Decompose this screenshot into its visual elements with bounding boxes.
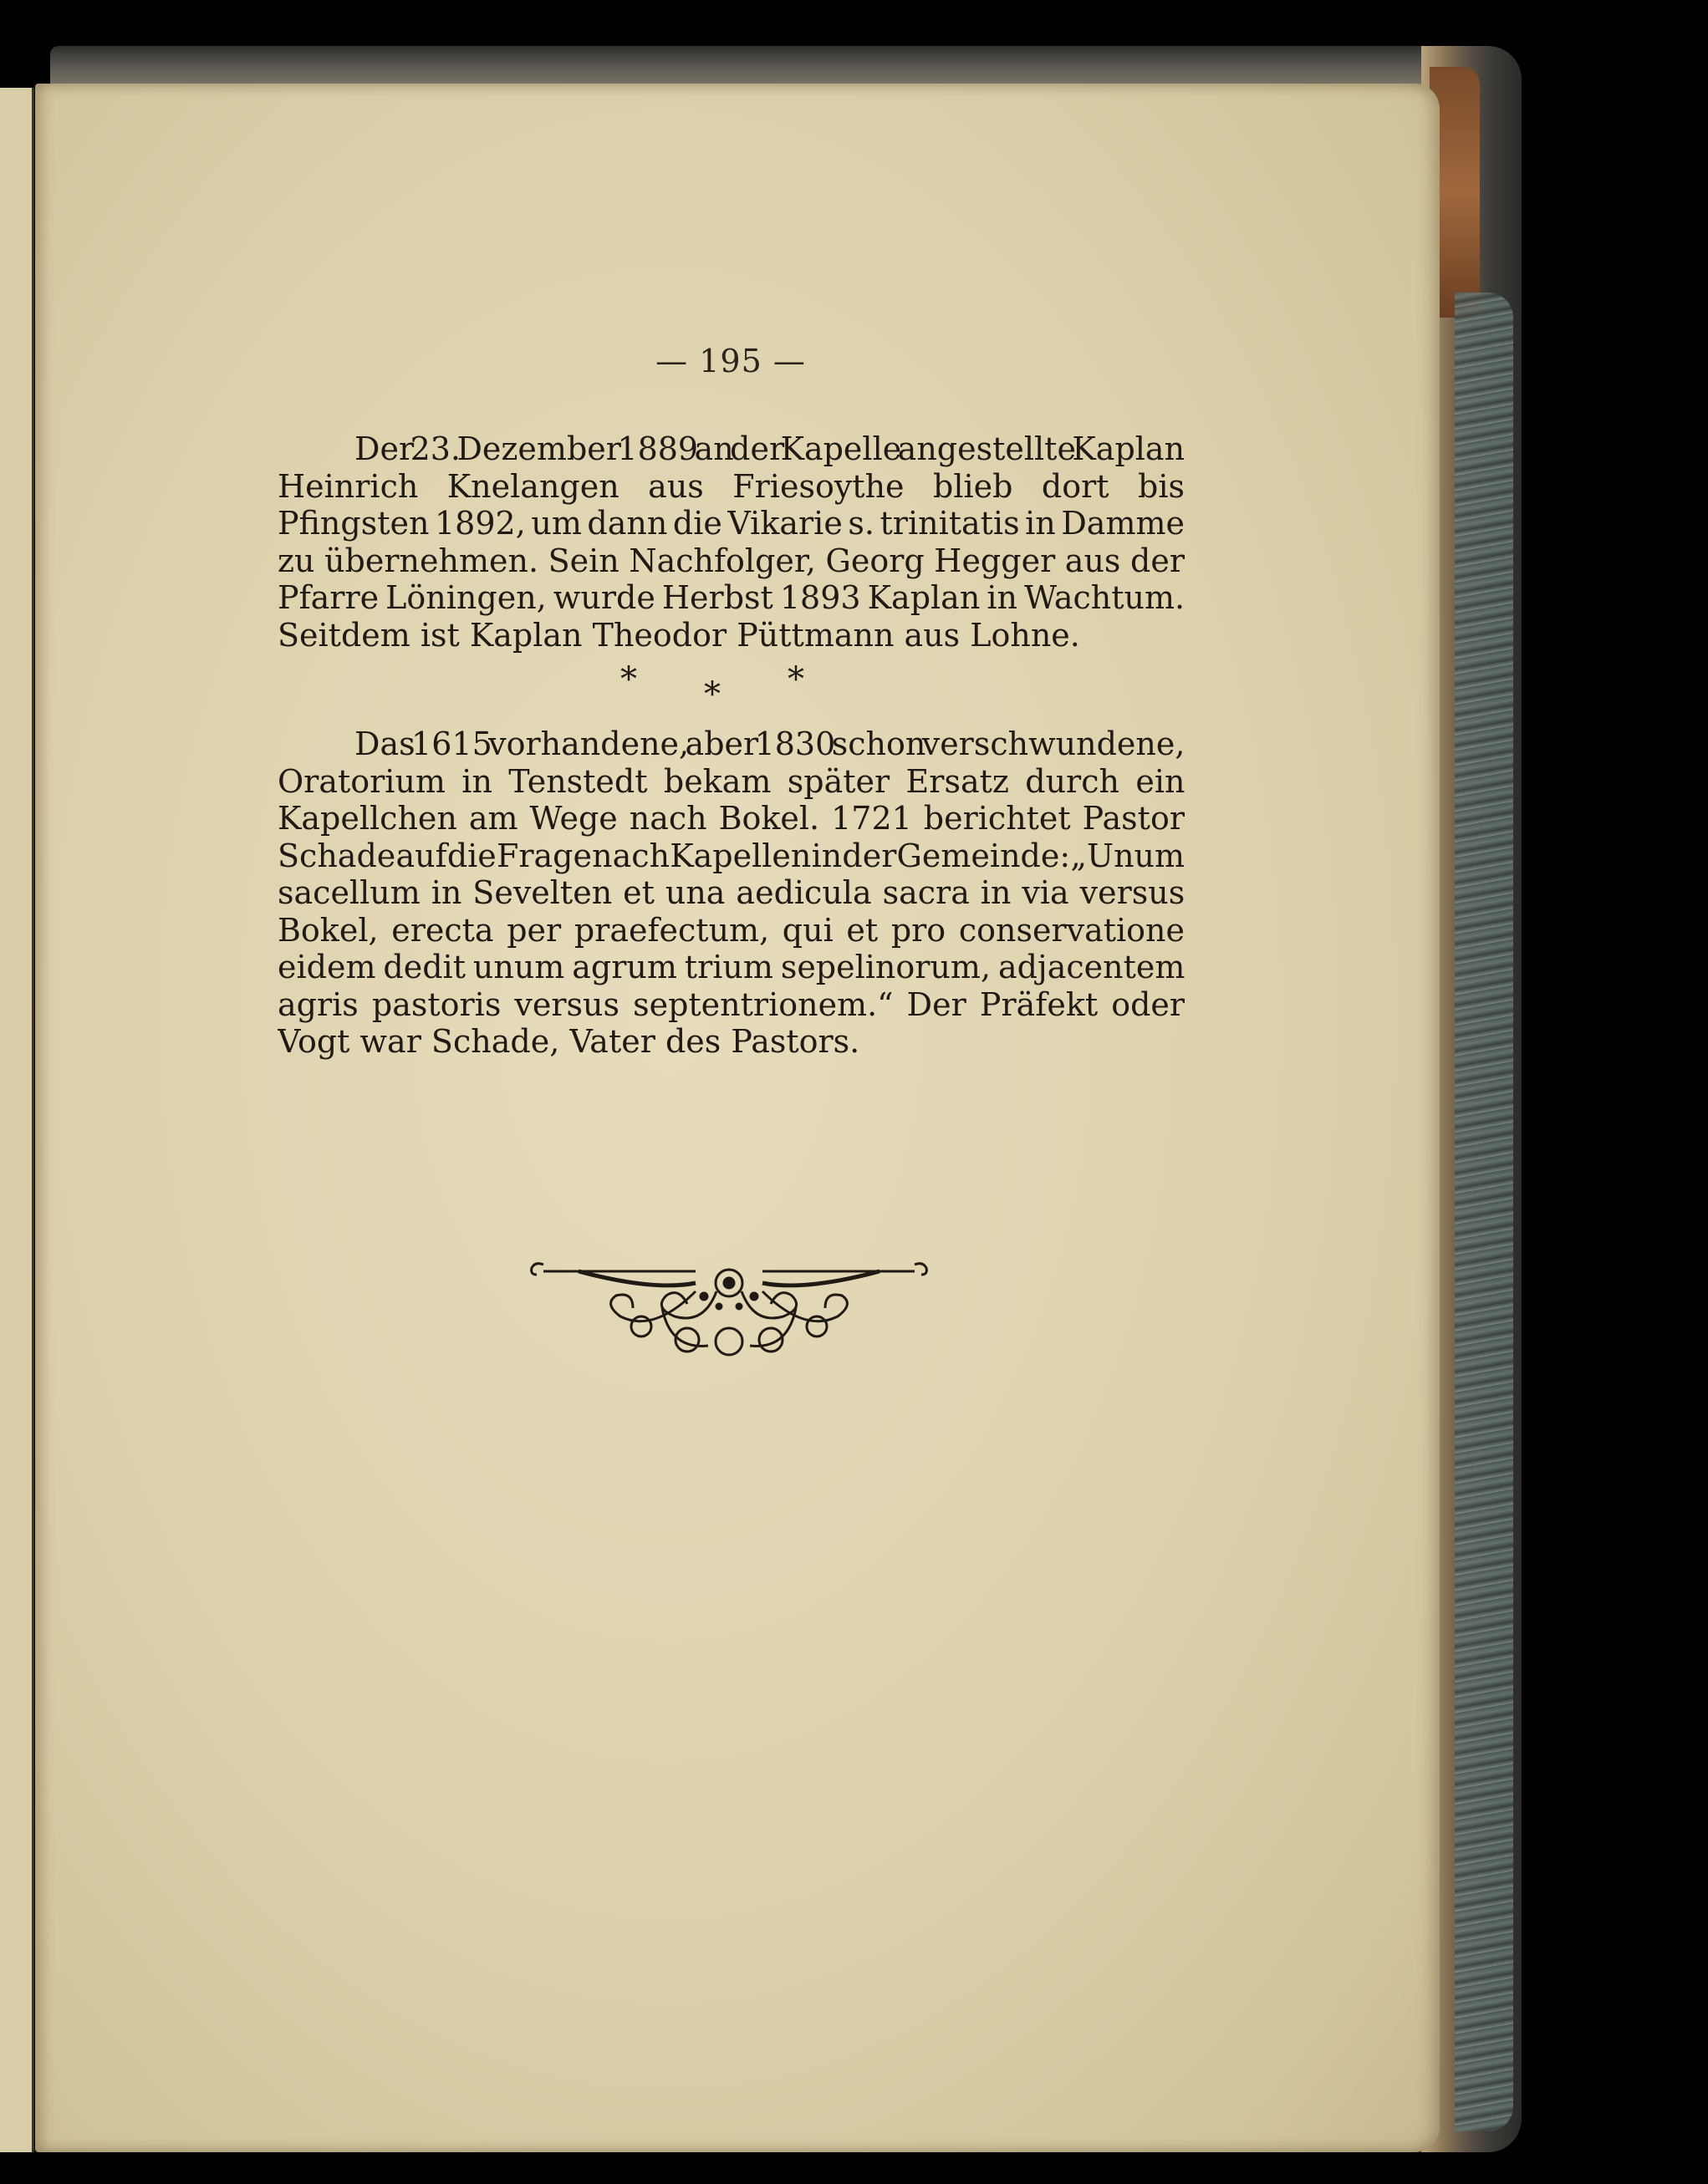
- text-line: Das 1615 vorhandene, aber 1830 schon verschwundene,: [354, 725, 1185, 762]
- paragraph-1: [278, 430, 1185, 654]
- paragraph-2: [278, 725, 1185, 1061]
- text-line: Kapellchen am Wege nach Bokel. 1721 berichtet Pastor: [278, 800, 1185, 837]
- text-line: zu übernehmen. Sein Nachfolger, Georg Hegger aus der: [278, 542, 1185, 579]
- text-line: Pfingsten 1892, um dann die Vikarie s. trinitatis in Damme: [278, 505, 1185, 542]
- text-line: Bokel, erecta per praefectum, qui et pro conservatione: [278, 911, 1185, 949]
- text-line: eidem dedit unum agrum trium sepelinorum, adjacentem: [278, 949, 1185, 985]
- text-line: Seitdem ist Kaplan Theodor Püttmann aus Lohne.: [278, 616, 1080, 654]
- text-line: Oratorium in Tenstedt bekam später Ersatz durch ein: [278, 762, 1185, 800]
- text-line: Heinrich Knelangen aus Friesoythe blieb dort bis: [278, 467, 1185, 505]
- text-line: Pfarre Löningen, wurde Herbst 1893 Kaplan in Wachtum.: [278, 579, 1185, 616]
- book-page: [35, 84, 1440, 2152]
- section-separator: [620, 660, 854, 714]
- decorative-ornament-icon: [528, 1258, 930, 1367]
- asterisk: *: [788, 660, 804, 699]
- text-line: Vogt war Schade, Vater des Pastors.: [278, 1023, 860, 1060]
- text-line: sacellum in Sevelten et una aedicula sacra in via versus: [278, 874, 1185, 911]
- asterisk: *: [704, 675, 721, 714]
- left-page-edge: [0, 88, 34, 2152]
- asterisk: *: [620, 660, 637, 699]
- marbled-cover-edge: [1455, 293, 1513, 2131]
- text-line: Schade auf die Frage nach Kapellen in der Gemeinde: „Unum: [278, 837, 1185, 874]
- text-line: Der 23. Dezember 1889 an der Kapelle angestellte Kaplan: [354, 430, 1185, 467]
- page-number: — 195 —: [655, 343, 806, 379]
- text-line: agris pastoris versus septentrionem.“ Der Präfekt oder: [278, 985, 1185, 1023]
